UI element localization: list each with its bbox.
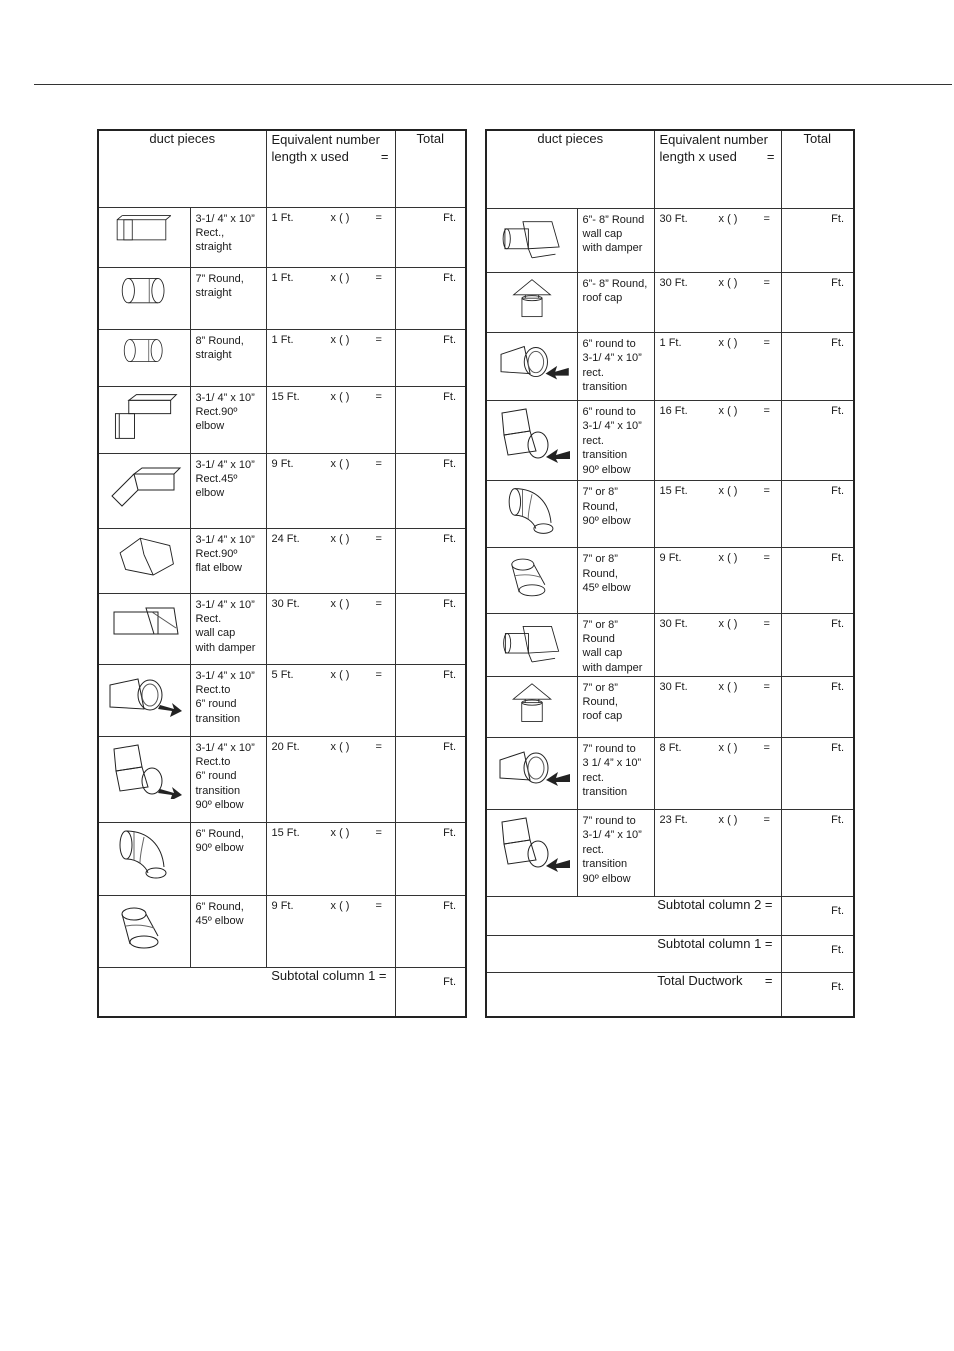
- equivalent-length-cell: [266, 895, 395, 967]
- equivalent-length-cell: [266, 207, 395, 267]
- rect-90-elbow-icon: [104, 387, 184, 446]
- total-ductwork-label: [486, 973, 781, 1017]
- equals-sign: =: [375, 899, 382, 912]
- row-total-field[interactable]: Ft.: [781, 272, 854, 332]
- duct-piece-illustration: [98, 736, 190, 822]
- equivalent-length: 9 Ft.: [271, 457, 294, 470]
- duct-piece-description: 7” Round, straight: [190, 267, 266, 329]
- equals-sign: =: [763, 336, 770, 349]
- equivalent-length-cell: [654, 676, 781, 737]
- row-total-field[interactable]: Ft.: [781, 208, 854, 272]
- equivalent-length: 9 Ft.: [271, 899, 294, 912]
- table-row: [486, 613, 854, 676]
- rect-to-round-transition-icon: [104, 665, 184, 727]
- equals-sign: =: [763, 212, 770, 225]
- round-to-rect-transition-icon: [492, 333, 572, 393]
- number-used-field[interactable]: x ( ): [330, 826, 350, 839]
- equivalent-length: 1 Ft.: [271, 333, 294, 346]
- duct-piece-illustration: [98, 664, 190, 736]
- header-equals: =: [766, 149, 775, 164]
- equivalent-length-cell: [266, 453, 395, 528]
- header-equals: =: [380, 149, 389, 164]
- equivalent-length: 16 Ft.: [659, 405, 688, 418]
- equals-sign: =: [375, 211, 382, 224]
- number-used-field[interactable]: x ( ): [330, 597, 350, 610]
- duct-piece-description: 3-1/ 4” x 10” Rect.90º elbow: [190, 386, 266, 453]
- total-ductwork-text: Total Ductwork: [657, 973, 743, 989]
- subtotal-column-1-value[interactable]: Ft.: [781, 936, 854, 973]
- equals-sign: =: [375, 597, 382, 610]
- table-row: [486, 809, 854, 896]
- table-row: [486, 272, 854, 332]
- duct-piece-illustration: [486, 272, 577, 332]
- equivalent-length: 30 Ft.: [659, 212, 688, 225]
- duct-piece-illustration: [486, 548, 577, 613]
- row-total-field[interactable]: Ft.: [395, 329, 466, 386]
- row-total-field[interactable]: Ft.: [395, 386, 466, 453]
- round-to-rect-elbow-icon: [492, 810, 572, 872]
- duct-piece-description: 6” round to 3-1/ 4” x 10” rect. transition 90º elbow: [577, 401, 654, 481]
- equivalent-length: 24 Ft.: [271, 532, 300, 545]
- equals-sign: =: [375, 271, 382, 284]
- duct-piece-illustration: [486, 401, 577, 481]
- equivalent-length-cell: [654, 332, 781, 400]
- total-ductwork-value[interactable]: Ft.: [781, 973, 854, 1017]
- duct-piece-illustration: [98, 453, 190, 528]
- duct-piece-illustration: [98, 593, 190, 664]
- duct-piece-description: 3-1/ 4” x 10” Rect. wall cap with damper: [190, 593, 266, 664]
- equivalent-length: 30 Ft.: [659, 276, 688, 289]
- roof-cap-icon: [492, 677, 572, 730]
- duct-piece-description: 7” or 8” Round, 90º elbow: [577, 481, 654, 548]
- equivalent-length-cell: [654, 208, 781, 272]
- table-row: [98, 895, 466, 967]
- table-row: [98, 386, 466, 453]
- number-used-field[interactable]: x ( ): [718, 336, 738, 349]
- number-used-field[interactable]: x ( ): [718, 680, 738, 693]
- row-total-field[interactable]: Ft.: [395, 736, 466, 822]
- duct-piece-illustration: [98, 895, 190, 967]
- equivalent-length: 15 Ft.: [659, 485, 688, 498]
- row-total-field[interactable]: Ft.: [781, 548, 854, 613]
- header-equiv-line1: Equivalent number: [271, 132, 380, 147]
- table-row: [486, 737, 854, 809]
- rect-wall-cap-icon: [104, 594, 184, 656]
- table-row: [98, 528, 466, 593]
- number-used-field[interactable]: x ( ): [718, 485, 738, 498]
- equivalent-length: 30 Ft.: [659, 680, 688, 693]
- duct-piece-description: 8” Round, straight: [190, 329, 266, 386]
- table-row: [98, 267, 466, 329]
- equals-sign: =: [375, 532, 382, 545]
- duct-piece-illustration: [486, 208, 577, 272]
- row-total-field[interactable]: Ft.: [781, 737, 854, 809]
- number-used-field[interactable]: x ( ): [718, 405, 738, 418]
- equivalent-length: 1 Ft.: [271, 211, 294, 224]
- duct-piece-illustration: [486, 676, 577, 737]
- header-total: Total: [395, 130, 466, 207]
- number-used-field[interactable]: x ( ): [330, 333, 350, 346]
- round-45-elbow-icon: [492, 548, 572, 605]
- equals-sign: =: [763, 617, 770, 630]
- duct-piece-illustration: [486, 481, 577, 548]
- duct-piece-illustration: [486, 737, 577, 809]
- equals-sign: =: [375, 740, 382, 753]
- table-row: [98, 822, 466, 895]
- duct-piece-description: 3-1/ 4” x 10” Rect.45º elbow: [190, 453, 266, 528]
- header-equivalent-length: [266, 130, 395, 207]
- equals-sign: =: [375, 390, 382, 403]
- table-row: [98, 329, 466, 386]
- equivalent-length-cell: [266, 528, 395, 593]
- rect-flat-elbow-icon: [104, 529, 184, 586]
- rect-to-round-elbow-icon: [104, 737, 184, 799]
- total-ductwork-equals: =: [764, 973, 773, 989]
- number-used-field[interactable]: x ( ): [330, 211, 350, 224]
- row-total-field[interactable]: Ft.: [781, 809, 854, 896]
- row-total-field[interactable]: Ft.: [781, 676, 854, 737]
- table-row: [98, 453, 466, 528]
- round-straight-duct-icon: [104, 268, 184, 322]
- duct-piece-description: 6” Round, 90º elbow: [190, 822, 266, 895]
- duct-piece-description: 7” or 8” Round wall cap with damper: [577, 613, 654, 676]
- number-used-field[interactable]: x ( ): [718, 741, 738, 754]
- equivalent-length-cell: [654, 613, 781, 676]
- row-total-field[interactable]: Ft.: [395, 664, 466, 736]
- duct-piece-description: 7” round to 3 1/ 4” x 10” rect. transition: [577, 737, 654, 809]
- subtotal-row-2: [486, 897, 854, 936]
- number-used-field[interactable]: x ( ): [718, 617, 738, 630]
- row-total-field[interactable]: Ft.: [395, 528, 466, 593]
- equals-sign: =: [763, 552, 770, 565]
- round-straight-duct-icon: [104, 330, 184, 379]
- equivalent-length-cell: [266, 822, 395, 895]
- equivalent-length-cell: [266, 386, 395, 453]
- equivalent-length: 20 Ft.: [271, 740, 300, 753]
- row-total-field[interactable]: Ft.: [395, 822, 466, 895]
- subtotal-column-2-label: Subtotal column 2 =: [486, 897, 781, 936]
- row-total-field[interactable]: Ft.: [395, 453, 466, 528]
- row-total-field[interactable]: Ft.: [781, 481, 854, 548]
- table-row: [486, 548, 854, 613]
- equivalent-length: 8 Ft.: [659, 741, 682, 754]
- equivalent-length: 30 Ft.: [659, 617, 688, 630]
- duct-piece-illustration: [98, 822, 190, 895]
- round-to-rect-elbow-icon: [492, 401, 572, 463]
- number-used-field[interactable]: x ( ): [718, 276, 738, 289]
- top-rule: [34, 84, 952, 85]
- duct-table-column-1: [97, 129, 467, 1018]
- number-used-field[interactable]: x ( ): [718, 813, 738, 826]
- duct-piece-description: 7” or 8” Round, 45º elbow: [577, 548, 654, 613]
- duct-piece-illustration: [98, 329, 190, 386]
- duct-piece-description: 7” round to 3-1/ 4” x 10” rect. transition 90º elbow: [577, 809, 654, 896]
- number-used-field[interactable]: x ( ): [330, 457, 350, 470]
- number-used-field[interactable]: x ( ): [330, 532, 350, 545]
- round-90-elbow-icon: [104, 823, 184, 885]
- equals-sign: =: [375, 668, 382, 681]
- table-row: [98, 736, 466, 822]
- equivalent-length-cell: [654, 809, 781, 896]
- header-equiv-line2: length x used: [271, 149, 349, 164]
- duct-piece-description: 6”- 8” Round, roof cap: [577, 272, 654, 332]
- equivalent-length-cell: [266, 664, 395, 736]
- rect-straight-duct-icon: [104, 208, 184, 260]
- number-used-field[interactable]: x ( ): [330, 668, 350, 681]
- row-total-field[interactable]: Ft.: [395, 593, 466, 664]
- equivalent-length: 23 Ft.: [659, 813, 688, 826]
- equals-sign: =: [763, 485, 770, 498]
- number-used-field[interactable]: x ( ): [330, 740, 350, 753]
- number-used-field[interactable]: x ( ): [330, 390, 350, 403]
- round-wall-cap-icon: [492, 614, 572, 669]
- duct-piece-description: 3-1/ 4” x 10” Rect., straight: [190, 207, 266, 267]
- duct-piece-description: 7” or 8” Round, roof cap: [577, 676, 654, 737]
- header-equiv-line2: length x used: [659, 149, 737, 164]
- header-total: Total: [781, 130, 854, 208]
- subtotal-value[interactable]: Ft.: [395, 967, 466, 1017]
- number-used-field[interactable]: x ( ): [330, 899, 350, 912]
- round-90-elbow-icon: [492, 481, 572, 540]
- round-to-rect-transition-icon: [492, 738, 572, 800]
- equals-sign: =: [763, 680, 770, 693]
- number-used-field[interactable]: x ( ): [718, 552, 738, 565]
- duct-piece-illustration: [486, 332, 577, 400]
- equivalent-length: 5 Ft.: [271, 668, 294, 681]
- table-row: [486, 676, 854, 737]
- equivalent-length: 9 Ft.: [659, 552, 682, 565]
- table-header: [98, 130, 466, 207]
- duct-piece-description: 6” round to 3-1/ 4” x 10” rect. transition: [577, 332, 654, 400]
- equivalent-length-cell: [654, 401, 781, 481]
- duct-piece-illustration: [98, 528, 190, 593]
- equivalent-length-cell: [266, 736, 395, 822]
- row-total-field[interactable]: Ft.: [395, 895, 466, 967]
- equals-sign: =: [375, 457, 382, 470]
- duct-piece-illustration: [486, 613, 577, 676]
- duct-piece-description: 3-1/ 4” x 10” Rect.to 6” round transition: [190, 664, 266, 736]
- equivalent-length: 1 Ft.: [659, 336, 682, 349]
- table-row: [486, 332, 854, 400]
- equivalent-length: 30 Ft.: [271, 597, 300, 610]
- number-used-field[interactable]: x ( ): [330, 271, 350, 284]
- equals-sign: =: [763, 276, 770, 289]
- equivalent-length-cell: [266, 267, 395, 329]
- equivalent-length-cell: [654, 548, 781, 613]
- duct-piece-description: 6” Round, 45º elbow: [190, 895, 266, 967]
- subtotal-column-1-label: Subtotal column 1 =: [486, 936, 781, 973]
- table-row: [486, 208, 854, 272]
- duct-piece-description: 3-1/ 4” x 10” Rect.to 6” round transition 90º elbow: [190, 736, 266, 822]
- equivalent-length-cell: [654, 737, 781, 809]
- row-total-field[interactable]: Ft.: [781, 332, 854, 400]
- table-row: [98, 593, 466, 664]
- round-wall-cap-icon: [492, 209, 572, 265]
- equivalent-length-cell: [654, 481, 781, 548]
- roof-cap-icon: [492, 273, 572, 325]
- header-equivalent-length: [654, 130, 781, 208]
- table-header: [486, 130, 854, 208]
- duct-piece-description: 6”- 8” Round wall cap with damper: [577, 208, 654, 272]
- number-used-field[interactable]: x ( ): [718, 212, 738, 225]
- table-row: [486, 401, 854, 481]
- duct-piece-illustration: [98, 386, 190, 453]
- equals-sign: =: [763, 741, 770, 754]
- header-duct-pieces: duct pieces: [486, 130, 654, 208]
- subtotal-label: Subtotal column 1 =: [98, 967, 395, 1017]
- duct-piece-description: 3-1/ 4” x 10” Rect.90º flat elbow: [190, 528, 266, 593]
- equivalent-length: 1 Ft.: [271, 271, 294, 284]
- duct-piece-illustration: [486, 809, 577, 896]
- duct-table-column-2: [485, 129, 855, 1018]
- round-45-elbow-icon: [104, 896, 184, 958]
- total-ductwork-row: [486, 973, 854, 1017]
- row-total-field[interactable]: Ft.: [395, 267, 466, 329]
- equals-sign: =: [375, 333, 382, 346]
- table-row: [486, 481, 854, 548]
- equals-sign: =: [763, 405, 770, 418]
- equivalent-length: 15 Ft.: [271, 826, 300, 839]
- subtotal-row-1: [486, 936, 854, 973]
- equivalent-length: 15 Ft.: [271, 390, 300, 403]
- row-total-field[interactable]: Ft.: [781, 401, 854, 481]
- duct-piece-illustration: [98, 207, 190, 267]
- subtotal-row: [98, 967, 466, 1017]
- rect-45-elbow-icon: [104, 454, 184, 516]
- equals-sign: =: [375, 826, 382, 839]
- header-duct-pieces: duct pieces: [98, 130, 266, 207]
- header-equiv-line1: Equivalent number: [659, 132, 768, 147]
- equivalent-length-cell: [266, 329, 395, 386]
- table-row: [98, 664, 466, 736]
- table-row: [98, 207, 466, 267]
- row-total-field[interactable]: Ft.: [395, 207, 466, 267]
- row-total-field[interactable]: Ft.: [781, 613, 854, 676]
- equivalent-length-cell: [654, 272, 781, 332]
- equivalent-length-cell: [266, 593, 395, 664]
- equals-sign: =: [763, 813, 770, 826]
- subtotal-column-2-value[interactable]: Ft.: [781, 897, 854, 936]
- duct-piece-illustration: [98, 267, 190, 329]
